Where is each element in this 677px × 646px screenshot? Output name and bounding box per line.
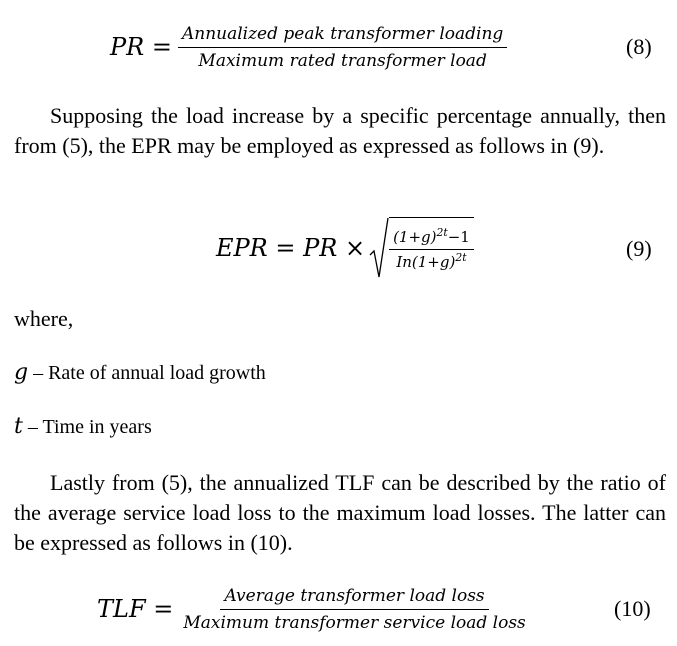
eq10-number: (10) (614, 596, 651, 621)
definition-g-text: – Rate of annual load growth (28, 362, 266, 384)
eq9-numerator: $(1+g)^{2t}-1$ (389, 228, 474, 250)
symbol-g: g (14, 360, 29, 385)
definition-t (14, 414, 152, 439)
eq10-fraction (179, 586, 529, 633)
eq10-lhs: TLF = (97, 595, 174, 623)
where-label: where, (14, 306, 74, 331)
eq8-denominator: Maximum rated transformer load (198, 50, 487, 71)
symbol-t: t (14, 414, 23, 439)
eq9-lhs: EPR = PR × (216, 234, 366, 262)
eq9-fraction (389, 228, 474, 271)
eq8-fraction (178, 24, 507, 71)
definition-g (14, 360, 266, 385)
eq9-sqrt (369, 217, 474, 279)
eq8-numerator: Annualized peak transformer loading (178, 24, 507, 48)
paragraph-2: Lastly from (5), the annualized TLF can be described by the ratio of the average service load loss to the maximum load losses. The latter can be expressed as follows in (10). (14, 470, 666, 555)
eq10-denominator: Maximum transformer service load loss (183, 612, 526, 633)
eq10-numerator: Average transformer load loss (220, 586, 488, 610)
eq9-number: (9) (626, 236, 652, 261)
eq8-number: (8) (626, 34, 652, 59)
radical-sign (369, 217, 389, 279)
paragraph-1: Supposing the load increase by a specific percentage annually, then from (5), the EPR may be employed as expressed as follows in (9). (14, 103, 666, 158)
definition-t-text: – Time in years (22, 416, 152, 438)
eq9-denominator: $In(1+g)^{2t}$ (396, 251, 467, 271)
eq8-lhs: PR = (110, 33, 172, 61)
